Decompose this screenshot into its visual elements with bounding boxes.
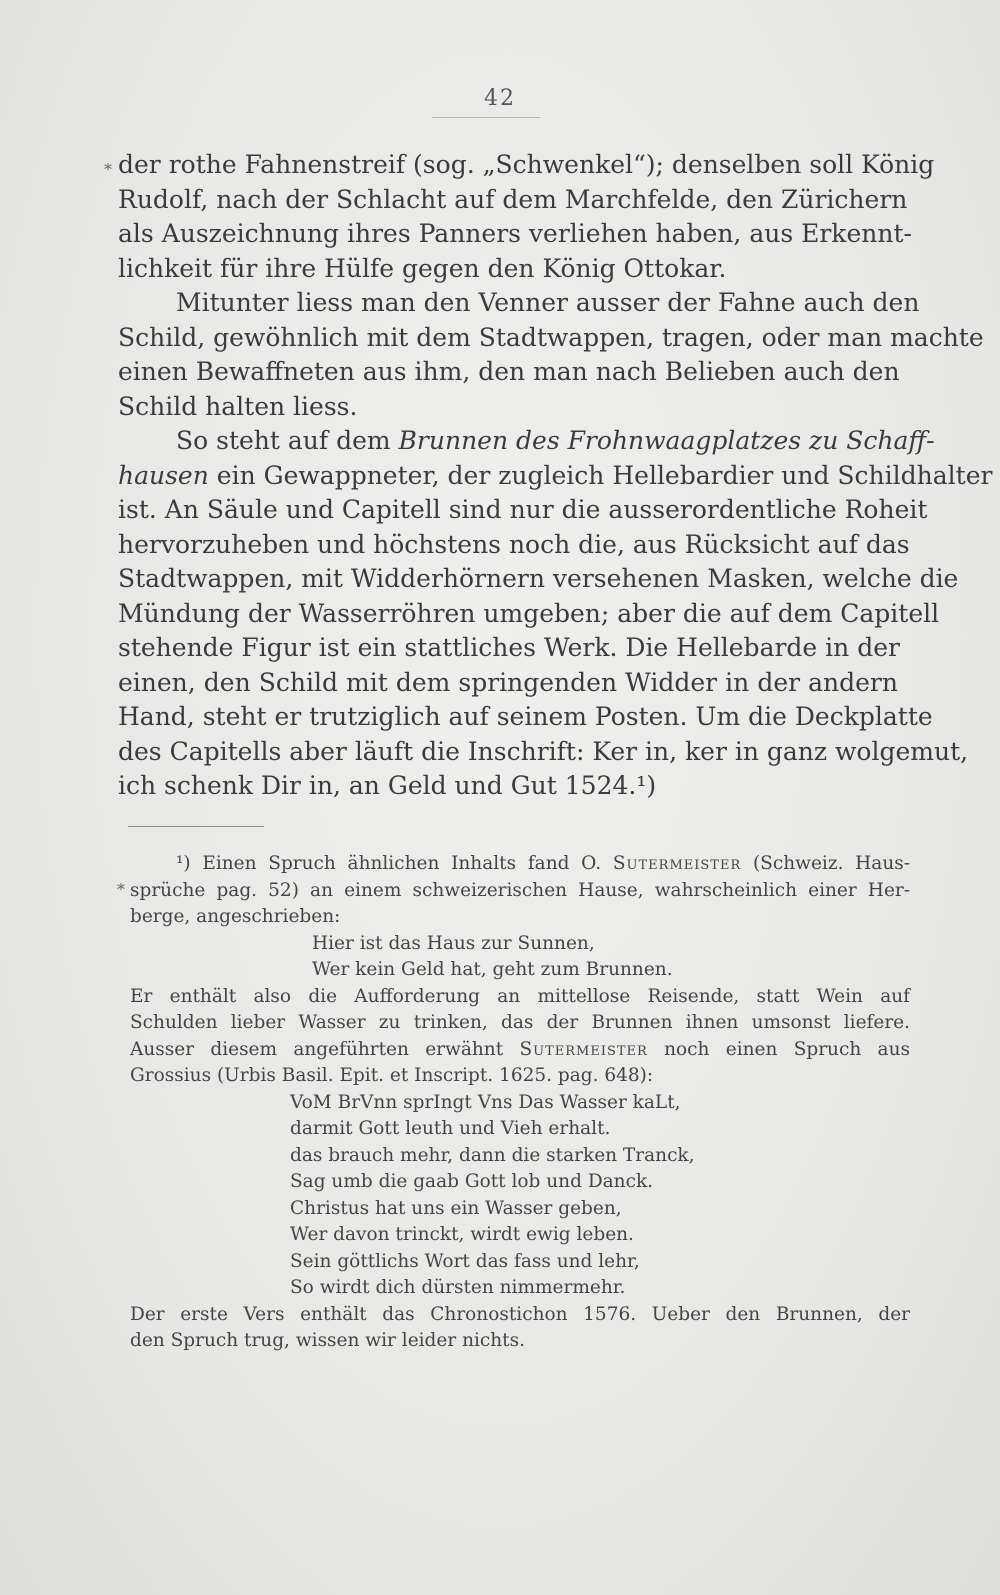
margin-mark: * [104,160,112,179]
body-line: stehende Figur ist ein stattliches Werk. Die Hellebarde in der [118,633,900,662]
verse-line: VoM BrVnn sprIngt Vns Das Wasser kaLt, [290,1091,681,1113]
footnote-line: Der erste Vers enthält das Chronostichon 1576. Ueber den Brunnen, der [130,1303,910,1325]
body-line: ich schenk Dir in, an Geld und Gut 1524.¹) [118,771,657,800]
body-text [118,148,993,804]
verse-line: darmit Gott leuth und Vieh erhalt. [290,1118,611,1139]
verse-line: Hier ist das Haus zur Sunnen, [312,932,595,954]
body-line: hausen ein Gewappneter, der zugleich Hellebardier und Schildhalter [118,460,993,490]
body-line: einen Bewaffneten aus ihm, den man nach Belieben auch den [118,357,900,386]
page-number-rule [432,117,540,118]
footnote-line: Grossius (Urbis Basil. Epit. et Inscript. 1625. pag. 648): [130,1065,654,1086]
verse-line: Wer kein Geld hat, geht zum Brunnen. [312,959,673,980]
body-line: einen, den Schild mit dem springenden Widder in der andern [118,667,898,697]
body-line: Mündung der Wasserröhren umgeben; aber die auf dem Capitell [118,598,940,628]
body-line: So steht auf dem Brunnen des Frohnwaagplatzes zu Schaff- [176,426,935,455]
verse-line: Sein göttlichs Wort das fass und lehr, [290,1250,640,1272]
footnote-line: berge, angeschrieben: [130,906,341,927]
verse-line: Wer davon trinckt, wirdt ewig leben. [290,1224,634,1245]
verse-line: Christus hat uns ein Wasser geben, [290,1197,622,1219]
body-line: Schild, gewöhnlich mit dem Stadtwappen, tragen, oder man machte [118,322,984,352]
body-line: Mitunter liess man den Venner ausser der Fahne auch den [176,288,920,317]
verse-line: Sag umb die gaab Gott lob und Danck. [290,1171,654,1192]
footnote-line: Ausser diesem angeführten erwähnt Sutermeister noch einen Spruch aus [130,1038,910,1060]
author-name: Sutermeister [519,1038,648,1060]
body-line: Rudolf, nach der Schlacht auf dem Marchfelde, den Zürichern [118,184,908,214]
verse-line: So wirdt dich dürsten nimmermehr. [290,1277,626,1298]
margin-mark: * [117,880,125,899]
body-line: Schild halten liess. [118,391,358,421]
body-line: als Auszeichnung ihres Panners verliehen haben, aus Erkennt- [118,219,912,248]
body-line: hervorzuheben und höchstens noch die, aus Rücksicht auf das [118,529,910,559]
footnote-line: ¹) Einen Spruch ähnlichen Inhalts fand O. Sutermeister (Schweiz. Haus- [176,853,910,874]
page-number: 42 [484,86,516,111]
italic-text: hausen [118,460,209,490]
italic-text: Brunnen des Frohnwaagplatzes zu Schaff- [398,426,935,455]
body-line: Hand, steht er trutziglich auf seinem Posten. Um die Deckplatte [118,702,933,731]
footnote-line: den Spruch trug, wissen wir leider nichts. [130,1330,525,1351]
footnote-line: sprüche pag. 52) an einem schweizerischen Hause, wahrscheinlich einer Her- [130,879,910,901]
footnote-line: Schulden lieber Wasser zu trinken, das der Brunnen ihnen umsonst liefere. [130,1012,910,1033]
footnote-rule [128,826,264,827]
author-name: Sutermeister [612,853,742,874]
body-line: Stadtwappen, mit Widderhörnern versehenen Masken, welche die [118,564,959,593]
body-line: lichkeit für ihre Hülfe gegen den König Ottokar. [118,253,727,283]
body-line: des Capitells aber läuft die Inschrift: Ker in, ker in ganz wolgemut, [118,736,969,766]
verse-line: das brauch mehr, dann die starken Tranck, [290,1144,695,1166]
body-line: der rothe Fahnenstreif (sog. „Schwenkel“); denselben soll König [118,150,935,179]
body-line: ist. An Säule und Capitell sind nur die ausserordentliche Roheit [118,495,928,524]
footnotes [130,851,910,1355]
footnote-line: Er enthält also die Aufforderung an mittellose Reisende, statt Wein auf [130,985,910,1007]
